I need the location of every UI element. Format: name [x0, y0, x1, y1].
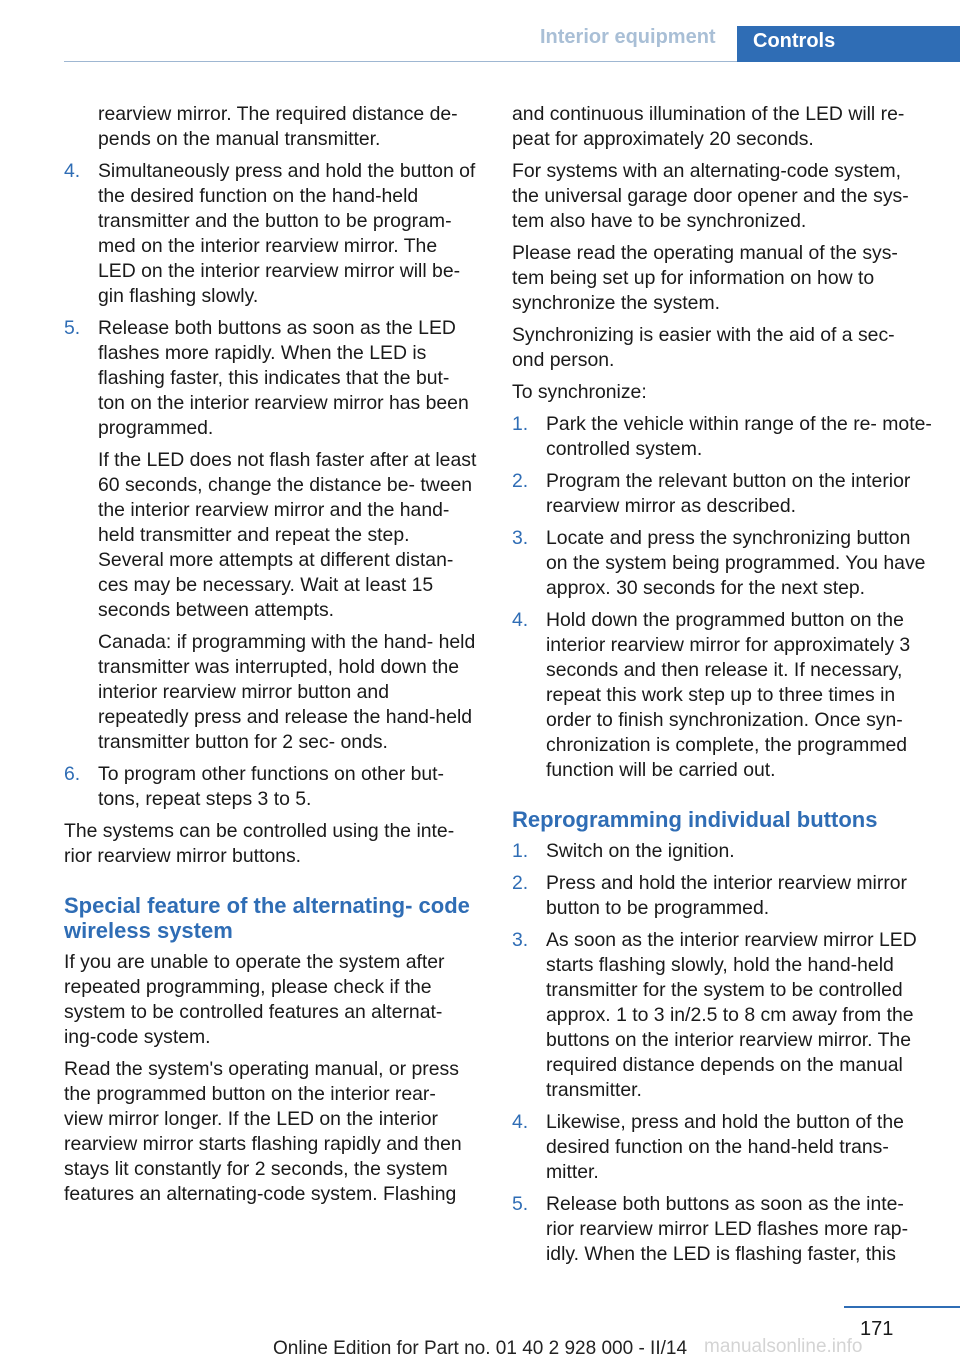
list-item — [64, 762, 480, 812]
step-number: 4. — [512, 609, 529, 631]
step-text: Likewise, press and hold the button of the desired function on the hand-held trans‐ mitter. — [546, 1111, 904, 1183]
list-item — [512, 1192, 932, 1267]
step-number: 5. — [64, 317, 81, 339]
step-text: Park the vehicle within range of the re‐ mote-controlled system. — [546, 413, 932, 460]
section-heading: Special feature of the alternating- code wireless system — [64, 893, 470, 943]
paragraph: Canada: if programming with the hand- held transmitter was interrupted, hold down the interior rearview mirror button and repeatedly press and release the hand-held transmitter button for 2 sec‐ onds. — [98, 631, 476, 753]
paragraph: rearview mirror. The required distance de‐ pends on the manual transmitter. — [98, 103, 458, 150]
list-item — [512, 608, 932, 783]
list-item — [64, 316, 480, 441]
step-number: 3. — [512, 527, 529, 549]
paragraph: Synchronizing is easier with the aid of a sec‐ ond person. — [512, 324, 895, 371]
list-item — [512, 928, 932, 1103]
right-column — [512, 102, 932, 1274]
section-heading: Reprogramming individual buttons — [512, 807, 878, 832]
list-item — [512, 526, 932, 601]
list-item — [512, 412, 932, 462]
step-text: Release both buttons as soon as the inte‐ rior rearview mirror LED flashes more rap‐ idly. When the LED is flashing faster, this — [546, 1193, 909, 1265]
step-text: Press and hold the interior rearview mirror button to be programmed. — [546, 872, 908, 919]
step-number: 1. — [512, 413, 529, 435]
list-item — [512, 1110, 932, 1185]
step-text: As soon as the interior rearview mirror LED starts flashing slowly, hold the hand-held transmitter for the system to be controlled approx. 1 to 3 in/2.5 to 8 cm away from the buttons on the interior rearview mirror. The required distance depends on the manual transmitter. — [546, 929, 917, 1101]
step-number: 2. — [512, 470, 529, 492]
header-rule — [64, 61, 737, 62]
step-text: To program other functions on other but‐ tons, repeat steps 3 to 5. — [98, 763, 444, 810]
edition-line: Online Edition for Part no. 01 40 2 928 000 - II/14 — [272, 1338, 688, 1359]
list-item — [512, 469, 932, 519]
paragraph: To synchronize: — [512, 381, 647, 403]
list-item — [512, 839, 932, 864]
paragraph: and continuous illumination of the LED will re‐ peat for approximately 20 seconds. — [512, 103, 905, 150]
left-column — [64, 102, 480, 1214]
step-number: 4. — [64, 160, 81, 182]
paragraph: If you are unable to operate the system after repeated programming, please check if the system to be controlled features an alternat‐ ing-code system. — [64, 951, 445, 1048]
step-number: 4. — [512, 1111, 529, 1133]
paragraph: Please read the operating manual of the sys‐ tem being set up for information on how to synchronize the system. — [512, 242, 898, 314]
step-text: Hold down the programmed button on the interior rearview mirror for approximately 3 seconds and then release it. If necessary, repeat this work step up to three times in order to finish synchronization. Once syn‐ chronization is complete, the programmed function will be carried out. — [546, 609, 911, 781]
step-number: 6. — [64, 763, 81, 785]
header-chapter-tab: Controls — [737, 26, 960, 62]
footer-rule — [844, 1306, 960, 1308]
list-item — [64, 159, 480, 309]
paragraph: Read the system's operating manual, or press the programmed button on the interior rear‐ view mirror longer. If the LED on the interior rearview mirror starts flashing rapidly and then stays lit constantly for 2 seconds, the system features an alternating-code system. Flashing — [64, 1058, 462, 1205]
paragraph: If the LED does not flash faster after at least 60 seconds, change the distance be‐ tween the interior rearview mirror and the hand-held transmitter and repeat the step. Several more attempts at different distan‐ ces may be necessary. Wait at least 15 seconds between attempts. — [98, 449, 477, 621]
paragraph: The systems can be controlled using the inte‐ rior rearview mirror buttons. — [64, 820, 455, 867]
step-text: Locate and press the synchronizing button on the system being programmed. You have approx. 30 seconds for the next step. — [546, 527, 926, 599]
watermark: manualsonline.info — [704, 1336, 863, 1357]
step-number: 3. — [512, 929, 529, 951]
step-text: Release both buttons as soon as the LED flashes more rapidly. When the LED is flashing faster, this indicates that the but‐ ton on the interior rearview mirror has been programmed. — [98, 317, 469, 439]
step-number: 5. — [512, 1193, 529, 1215]
step-number: 2. — [512, 872, 529, 894]
step-number: 1. — [512, 840, 529, 862]
step-text: Program the relevant button on the interior rearview mirror as described. — [546, 470, 911, 517]
step-text: Switch on the ignition. — [546, 840, 735, 862]
header-section-title: Interior equipment — [540, 26, 716, 48]
page-header — [0, 0, 960, 62]
step-text: Simultaneously press and hold the button of the desired function on the hand-held transmitter and the button to be program‐ med on the interior rearview mirror. The LED on the interior rearview mirror will be‐ gin flashing slowly. — [98, 160, 476, 307]
paragraph: For systems with an alternating-code system, the universal garage door opener and the sys‐ tem also have to be synchronized. — [512, 160, 909, 232]
list-item — [512, 871, 932, 921]
page-number: 171 — [860, 1318, 894, 1340]
